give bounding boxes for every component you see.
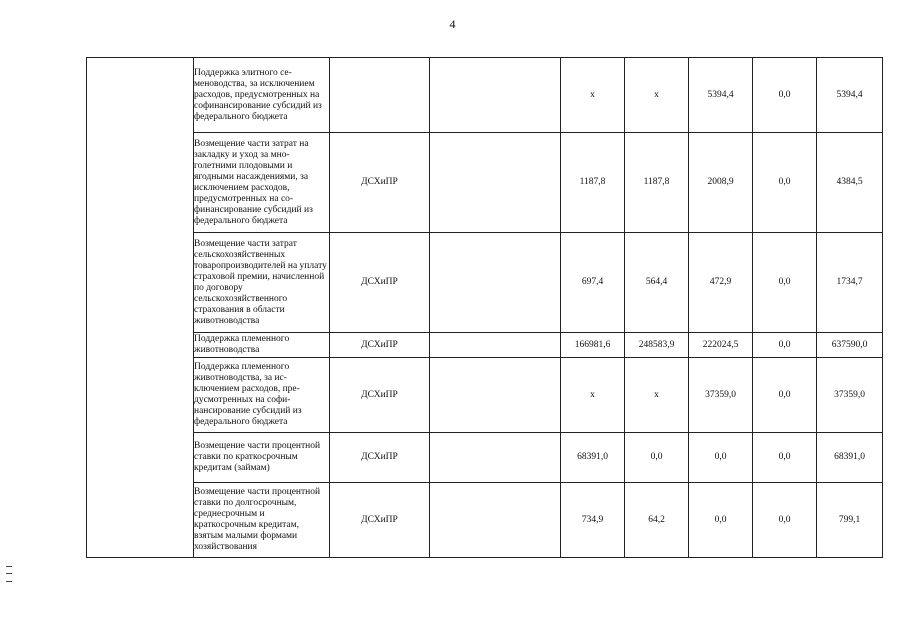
value-cell: 0,0 (625, 433, 689, 483)
table-row (87, 233, 883, 333)
value-cell: 166981,6 (561, 333, 625, 358)
executor-cell: ДСХиПР (330, 433, 430, 483)
measure-description: Возмещение части затрат на закладку и уход за многолетними плодовыми и ягодными насаждениями, за исключением расходов, предусмотренных на софинансирование субсидий из федерального бюджета (194, 133, 330, 233)
value-cell: х (625, 58, 689, 133)
blank-cell (430, 133, 561, 233)
executor-cell: ДСХиПР (330, 233, 430, 333)
value-cell: 734,9 (561, 483, 625, 558)
value-cell: 1187,8 (561, 133, 625, 233)
blank-cell (430, 358, 561, 433)
table-row (87, 433, 883, 483)
measure-description: Возмещение части процентной ставки по долгосрочным, среднесрочным и краткосрочным кредитам, взятым малыми формами хозяйствования (194, 483, 330, 558)
executor-cell: ДСХиПР (330, 358, 430, 433)
value-cell: 0,0 (753, 58, 817, 133)
executor-cell: ДСХиПР (330, 333, 430, 358)
table-row (87, 333, 883, 358)
value-cell: 0,0 (753, 433, 817, 483)
value-cell: 0,0 (689, 433, 753, 483)
value-cell: х (561, 58, 625, 133)
table-row (87, 58, 883, 133)
value-cell: 0,0 (753, 483, 817, 558)
measure-description: Возмещение части затрат сельскохозяйственных товаропроизводителей на уплату страховой премии, начисленной по договору сельскохозяйственного страхования в области животноводства (194, 233, 330, 333)
measure-description: Поддержка племенного животноводства, за исключением расходов, предусмотренных на софинансирование субсидий из федерального бюджета (194, 358, 330, 433)
value-cell: 0,0 (753, 233, 817, 333)
margin-mark (6, 566, 12, 582)
value-cell: 68391,0 (817, 433, 883, 483)
value-cell: 1187,8 (625, 133, 689, 233)
value-cell: 0,0 (753, 358, 817, 433)
value-cell: х (561, 358, 625, 433)
value-cell: 5394,4 (689, 58, 753, 133)
value-cell: 37359,0 (689, 358, 753, 433)
value-cell: 4384,5 (817, 133, 883, 233)
value-cell: 0,0 (689, 483, 753, 558)
executor-cell: ДСХиПР (330, 483, 430, 558)
value-cell: 1734,7 (817, 233, 883, 333)
value-cell: 472,9 (689, 233, 753, 333)
value-cell: 64,2 (625, 483, 689, 558)
blank-cell (430, 58, 561, 133)
value-cell: 5394,4 (817, 58, 883, 133)
value-cell: 248583,9 (625, 333, 689, 358)
value-cell: 564,4 (625, 233, 689, 333)
measure-description: Возмещение части процентной ставки по краткосрочным кредитам (займам) (194, 433, 330, 483)
blank-cell (430, 483, 561, 558)
value-cell: 697,4 (561, 233, 625, 333)
value-cell: 37359,0 (817, 358, 883, 433)
table-row (87, 358, 883, 433)
blank-cell (430, 233, 561, 333)
value-cell: 637590,0 (817, 333, 883, 358)
blank-cell (430, 333, 561, 358)
value-cell: 0,0 (753, 333, 817, 358)
table-row (87, 133, 883, 233)
value-cell: 799,1 (817, 483, 883, 558)
value-cell: 222024,5 (689, 333, 753, 358)
value-cell: 2008,9 (689, 133, 753, 233)
measure-description: Поддержка племенного животноводства (194, 333, 330, 358)
budget-table (86, 57, 883, 558)
executor-cell: ДСХиПР (330, 133, 430, 233)
executor-cell (330, 58, 430, 133)
page-number: 4 (449, 17, 456, 31)
blank-cell (430, 433, 561, 483)
value-cell: 0,0 (753, 133, 817, 233)
measure-description: Поддержка элитного семеноводства, за исключением расходов, предусмотренных на софинансирование субсидий из федерального бюджета (194, 58, 330, 133)
value-cell: 68391,0 (561, 433, 625, 483)
value-cell: х (625, 358, 689, 433)
table-row (87, 483, 883, 558)
blank-cell (87, 58, 194, 558)
